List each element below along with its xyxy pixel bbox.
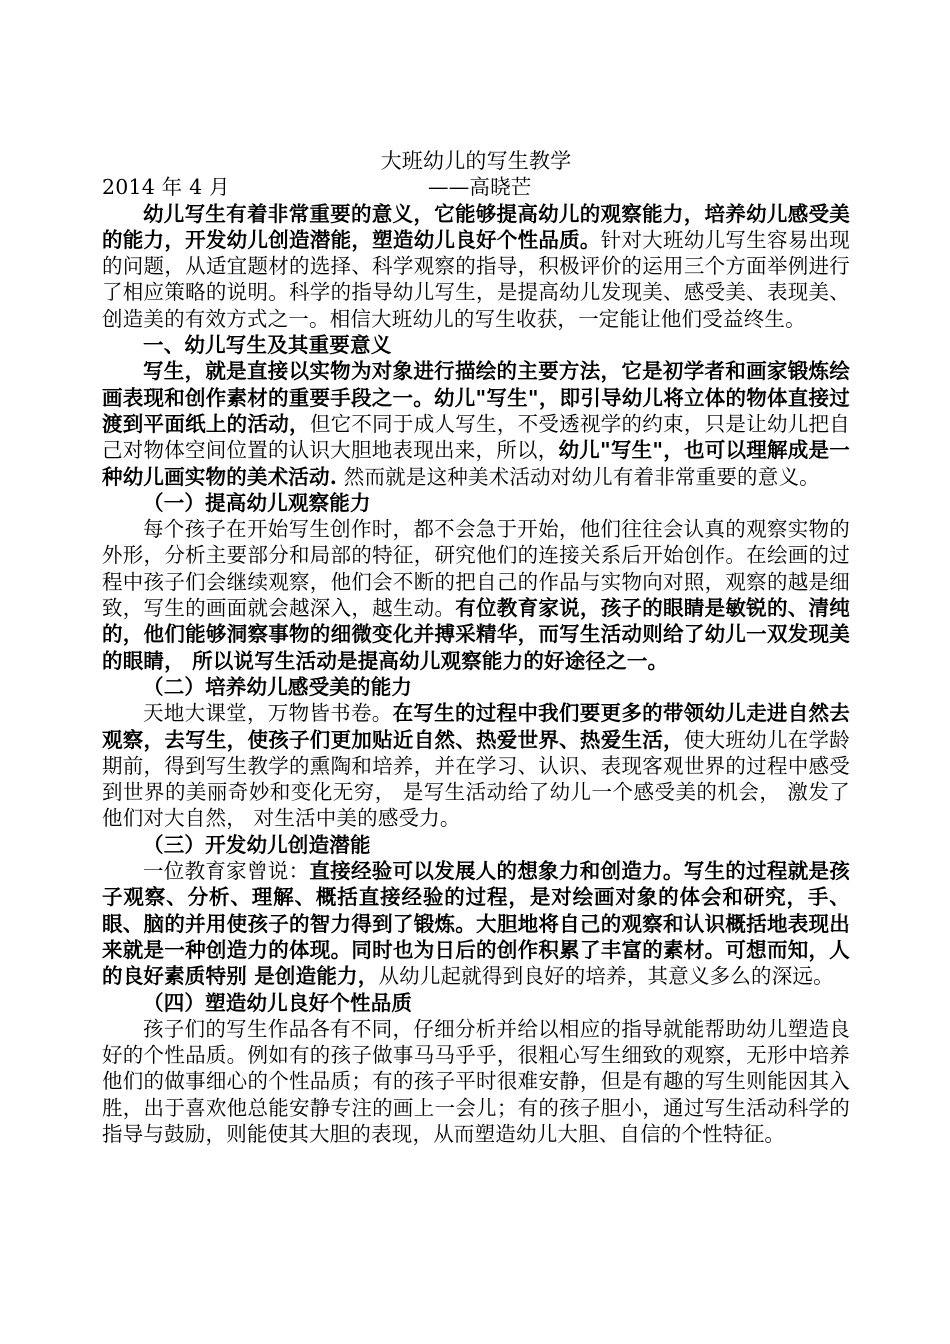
section1-bold-text-2: 幼儿"写生"，也可以理解成是一种幼儿画实物的美术活动. <box>102 438 850 489</box>
subsection-heading-4: （四）塑造幼儿良好个性品质 <box>143 990 413 1015</box>
subsection1-bold-text: 有位教育家说，孩子的眼睛是敏锐的、清纯的，他们能够洞察事物的细微变化并搏采精华，而写生活动则给了幼儿一双发现美的眼睛， 所以说写生活动是提高幼儿观察能力的好途径之一。 <box>102 596 850 673</box>
subsection-heading-3: （三）开发幼儿创造潜能 <box>143 832 371 857</box>
section1-text-2: 然而就是这种美术活动对幼儿有着非常重要的意义。 <box>337 464 820 489</box>
subsection-heading-2: （二）培养幼儿感受美的能力 <box>143 674 413 699</box>
document-page <box>102 148 850 1147</box>
document-date: 2014 年 4 月 <box>102 175 230 200</box>
document-title: 大班幼儿的写生教学 <box>380 149 572 173</box>
subsection4-paragraph <box>102 1016 850 1147</box>
intro-text: 针对大班幼儿写生容易出现的问题，从适宜题材的选择、科学观察的指导，积极评价的运用三个方面举例进行了相应策略的说明。科学的指导幼儿写生，是提高幼儿发现美、感受美、表现美、创造美的有效方式之一。相信大班幼儿的写生收获，一定能让他们受益终生。 <box>102 227 850 331</box>
subsection3-text-1: 一位教育家曾说： <box>143 859 310 884</box>
subsection2-paragraph <box>102 700 850 831</box>
intro-paragraph <box>102 201 850 332</box>
subsection3-paragraph <box>102 858 850 989</box>
section1-paragraph <box>102 358 850 489</box>
section-heading-1: 一、幼儿写生及其重要意义 <box>143 333 392 358</box>
section1-text-1: 但它不同于成人写生，不受透视学的约束，只是让幼儿把自己对物体空间位置的认识大胆地表现出来，所以， <box>102 411 851 463</box>
document-meta <box>102 174 850 200</box>
intro-bold-text: 幼儿写生有着非常重要的意义，它能够提高幼儿的观察能力，培养幼儿感受美的能力，开发幼儿创造潜能，塑造幼儿良好个性品质。 <box>102 201 850 252</box>
subsection2-text-1: 天地大课堂，万物皆书卷。 <box>143 701 393 726</box>
subsection2-bold-text: 在写生的过程中我们要更多的带领幼儿走进自然去观察，去写生，使孩子们更加贴近自然、热爱世界、热爱生活， <box>102 701 850 752</box>
subsection3-bold-text: 直接经验可以发展人的想象力和创造力。写生的过程就是孩子观察、分析、理解、概括直接经验的过程，是对绘画对象的体会和研究，手、眼、脑的并用使孩子的智力得到了锻炼。大胆地将自己的观察和认识概括地表现出来就是一种创造力的体现。同时也为日后的创作积累了丰富的素材。可想而知，人的良好素质特别 是创造能力， <box>102 859 850 989</box>
subsection4-text: 孩子们的写生作品各有不同，仔细分析并给以相应的指导就能帮助幼儿塑造良好的个性品质。例如有的孩子做事马马乎乎，很粗心写生细致的观察，无形中培养他们的做事细心的个性品质；有的孩子平时很难安静，但是有趣的写生则能因其入胜，出于喜欢他总能安静专注的画上一会儿；有的孩子胆小，通过写生活动科学的指导与鼓励，则能使其大胆的表现，从而塑造幼儿大胆、自信的个性特征。 <box>102 1016 850 1146</box>
document-author: ——高晓芒 <box>428 175 532 200</box>
subsection2-text-2: 使大班幼儿在学龄期前，得到写生教学的熏陶和培养，并在学习、认识、表现客观世界的过程中感受到世界的美丽奇妙和变化无穷， 是写生活动给了幼儿一个感受美的机会， 激发了他们对大自然， 对生活中美的感受力。 <box>102 727 850 831</box>
section1-bold-text-1: 写生，就是直接以实物为对象进行描绘的主要方法，它是初学者和画家锻炼绘画表现和创作素材的重要手段之一。幼儿"写生"，即引导幼儿将立体的物体直接过渡到平面纸上的活动， <box>102 359 850 436</box>
subsection3-text-2: 从幼儿起就得到良好的培养，其意义多么的深远。 <box>378 964 834 989</box>
subsection1-text: 每个孩子在开始写生创作时，都不会急于开始，他们往往会认真的观察实物的外形，分析主要部分和局部的特征，研究他们的连接关系后开始创作。在绘画的过程中孩子们会继续观察，他们会不断的把自己的作品与实物向对照，观察的越是细致，写生的画面就会越深入，越生动。 <box>102 517 850 621</box>
subsection1-paragraph <box>102 516 850 674</box>
subsection-heading-1: （一）提高幼儿观察能力 <box>143 490 371 515</box>
